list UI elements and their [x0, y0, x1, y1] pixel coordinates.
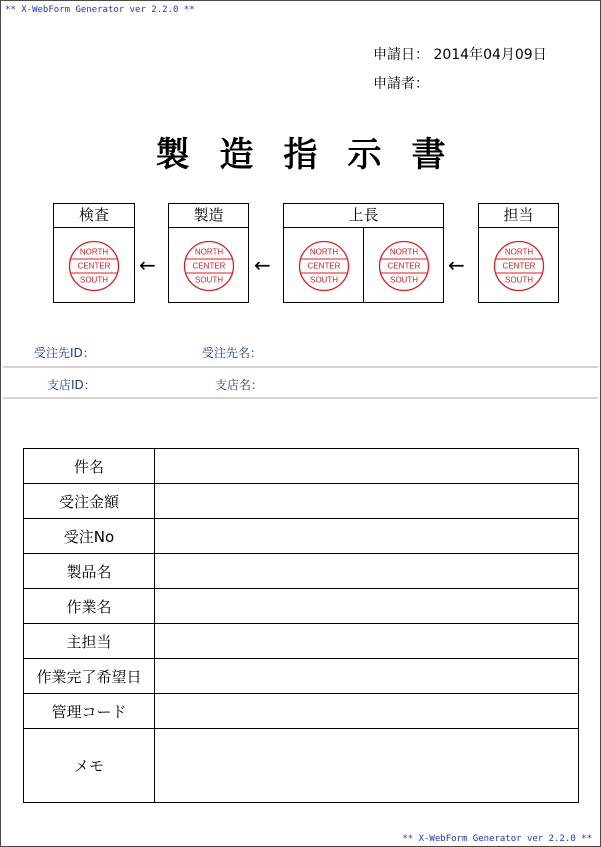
- stamp-text: NORTH: [389, 247, 418, 256]
- approval-stamp: [298, 240, 350, 292]
- document-title: [1, 127, 600, 176]
- row-value-field[interactable]: [155, 449, 579, 484]
- approval-stamp: [68, 240, 120, 292]
- row-label: メモ: [24, 729, 155, 803]
- generator-label-top: ** X-WebForm Generator ver 2.2.0 **: [5, 5, 195, 15]
- approval-stamp: [493, 240, 545, 292]
- table-row: [24, 589, 579, 624]
- row-value-field[interactable]: [155, 729, 579, 803]
- stamp-cell[interactable]: [363, 228, 443, 303]
- approval-stamp: [183, 240, 235, 292]
- row-label: 件名: [24, 449, 155, 484]
- stamp-text: SOUTH: [194, 275, 223, 284]
- flow-arrow: ←: [254, 253, 271, 277]
- generator-label-bottom: ** X-WebForm Generator ver 2.2.0 **: [402, 834, 592, 844]
- row-label: 受注No: [24, 519, 155, 554]
- flow-arrow: ←: [139, 253, 156, 277]
- order-details-table: [23, 448, 579, 803]
- flow-arrow: ←: [448, 253, 465, 277]
- row-label: 製品名: [24, 554, 155, 589]
- stamp-text: SOUTH: [80, 275, 108, 284]
- row-value-field[interactable]: [155, 694, 579, 729]
- stamp-text: CENTER: [387, 261, 420, 270]
- application-date-value: 2014年04月09日: [433, 47, 547, 63]
- table-row: [24, 659, 579, 694]
- stamp-text: NORTH: [194, 247, 223, 256]
- approval-box-person-in-charge: [478, 203, 559, 303]
- table-row: [24, 519, 579, 554]
- table-row: [24, 694, 579, 729]
- approval-box-label: 担当: [479, 204, 558, 228]
- title-char: 書: [411, 135, 446, 175]
- approval-box-supervisor: [283, 203, 444, 303]
- approval-box-manufacturing: [168, 203, 249, 303]
- stamp-text: CENTER: [307, 261, 340, 270]
- stamp-cell[interactable]: [284, 228, 363, 303]
- row-label: 作業名: [24, 589, 155, 624]
- row-value-field[interactable]: [155, 659, 579, 694]
- divider: [3, 397, 598, 399]
- stamp-text: SOUTH: [389, 275, 418, 284]
- stamp-text: CENTER: [192, 261, 225, 270]
- approval-box-label: 上長: [284, 204, 443, 228]
- approval-stamp: [378, 240, 430, 292]
- stamp-text: CENTER: [77, 261, 111, 270]
- row-label: 主担当: [24, 624, 155, 659]
- customer-id-label: 受注先ID：: [34, 346, 95, 360]
- approval-box-inspection: [53, 203, 135, 303]
- table-row: [24, 554, 579, 589]
- stamp-text: SOUTH: [504, 275, 533, 284]
- table-row: [24, 729, 579, 803]
- approval-box-label: 検査: [54, 204, 134, 228]
- row-label: 管理コード: [24, 694, 155, 729]
- row-value-field[interactable]: [155, 589, 579, 624]
- divider: [3, 366, 598, 368]
- row-value-field[interactable]: [155, 484, 579, 519]
- branch-id-label: 支店ID：: [47, 378, 96, 392]
- row-label: 作業完了希望日: [24, 659, 155, 694]
- table-row: [24, 449, 579, 484]
- application-date-label: 申請日：: [373, 47, 429, 63]
- table-row: [24, 624, 579, 659]
- applicant: [373, 73, 429, 93]
- applicant-label: 申請者：: [373, 76, 429, 92]
- title-char: 造: [219, 135, 254, 175]
- stamp-cell[interactable]: [54, 228, 134, 303]
- title-char: 製: [155, 135, 190, 175]
- branch-name-label: 支店名：: [215, 378, 264, 392]
- stamp-cell[interactable]: [479, 228, 558, 303]
- stamp-cell[interactable]: [169, 228, 248, 303]
- row-label: 受注金額: [24, 484, 155, 519]
- application-date: [373, 44, 547, 64]
- title-char: 指: [283, 135, 318, 175]
- table-row: [24, 484, 579, 519]
- stamp-text: CENTER: [502, 261, 535, 270]
- row-value-field[interactable]: [155, 554, 579, 589]
- customer-name-label: 受注先名：: [202, 346, 263, 360]
- row-value-field[interactable]: [155, 624, 579, 659]
- title-char: 示: [347, 135, 382, 175]
- row-value-field[interactable]: [155, 519, 579, 554]
- stamp-text: NORTH: [309, 247, 338, 256]
- stamp-text: NORTH: [79, 247, 109, 256]
- stamp-text: NORTH: [504, 247, 533, 256]
- stamp-text: SOUTH: [309, 275, 338, 284]
- approval-box-label: 製造: [169, 204, 248, 228]
